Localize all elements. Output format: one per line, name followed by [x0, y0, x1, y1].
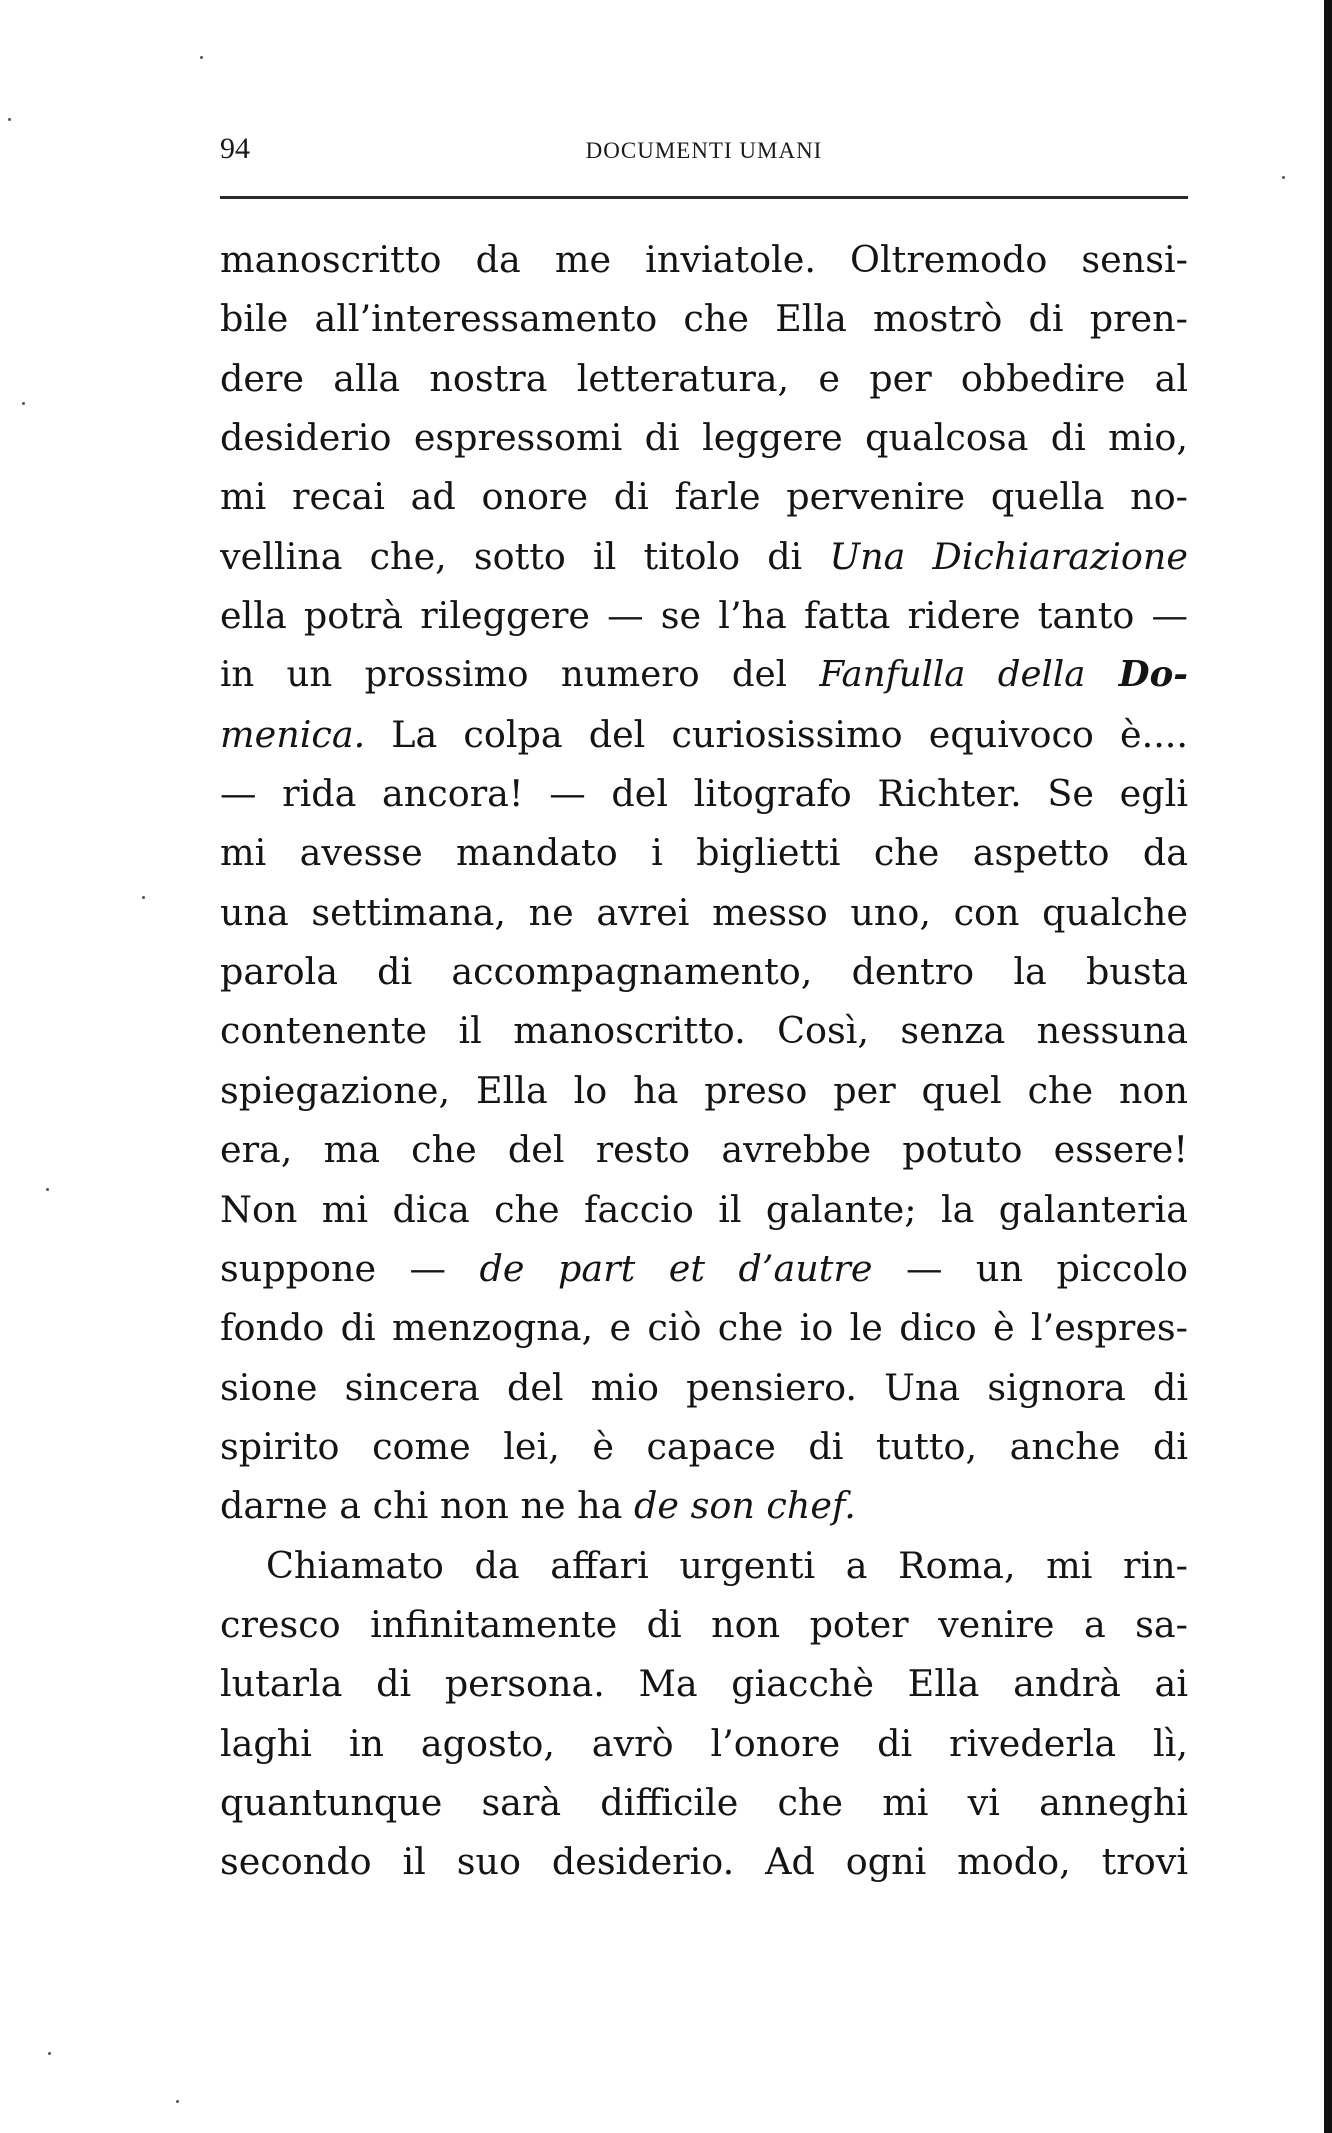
text-line: suppone — de part et d’autre — un piccolo	[220, 1246, 1188, 1290]
scan-speck	[22, 402, 25, 405]
text-line: in un prossimo numero del Fanfulla della Do-	[220, 654, 1188, 696]
text-line: sione sincera del mio pensiero. Una signora di	[220, 1365, 1188, 1409]
text-line: spiegazione, Ella lo ha preso per quel che non	[220, 1068, 1188, 1112]
text-line: spirito come lei, è capace di tutto, anche di	[220, 1424, 1188, 1468]
italic-title: Fanfulla della	[819, 654, 1086, 696]
text-line: Non mi dica che faccio il galante; la galanteria	[220, 1187, 1188, 1231]
scan-speck	[46, 1188, 49, 1191]
header-rule	[220, 196, 1188, 199]
text-line: ella potrà rileggere — se l’ha fatta ridere tanto —	[220, 594, 1188, 638]
italic-title: Una Dichiarazione	[829, 534, 1188, 578]
scan-speck	[1282, 176, 1285, 179]
scan-speck	[176, 2100, 179, 2103]
text-line: cresco infinitamente di non poter venire a sa-	[220, 1602, 1188, 1646]
text-line: Chiamato da affari urgenti a Roma, mi rin-	[266, 1543, 1188, 1587]
text-line: quantunque sarà difficile che mi vi anneghi	[220, 1780, 1188, 1824]
text-line: vellina che, sotto il titolo di Una Dichiarazione	[220, 534, 1188, 578]
scan-edge-bar	[1324, 0, 1332, 2133]
body-text	[220, 230, 1188, 1892]
text-line: bile all’interessamento che Ella mostrò di pren-	[220, 297, 1188, 341]
text-line: lutarla di persona. Ma giacchè Ella andrà ai	[220, 1662, 1188, 1706]
text-line: laghi in agosto, avrò l’onore di rivederla lì,	[220, 1721, 1188, 1765]
scan-speck	[142, 896, 145, 899]
text-line: secondo il suo desiderio. Ad ogni modo, trovi	[220, 1840, 1188, 1884]
text-line: una settimana, ne avrei messo uno, con qualche	[220, 890, 1188, 934]
text-line: parola di accompagnamento, dentro la busta	[220, 950, 1188, 994]
text-line: mi recai ad onore di farle pervenire quella no-	[220, 475, 1188, 519]
page-number: 94	[220, 132, 250, 165]
running-title: DOCUMENTI UMANI	[585, 138, 823, 163]
text-line: desiderio espressomi di leggere qualcosa di mio,	[220, 416, 1188, 460]
scan-speck	[8, 118, 11, 121]
text-line: era, ma che del resto avrebbe potuto essere!	[220, 1128, 1188, 1172]
italic-phrase: de part et d’autre	[479, 1246, 873, 1290]
italic-phrase: de son chef.	[634, 1484, 856, 1528]
text-line: fondo di menzogna, e ciò che io le dico è l’espres-	[220, 1306, 1188, 1350]
text-line: darne a chi non ne ha de son chef.	[220, 1484, 856, 1528]
text-line: dere alla nostra letteratura, e per obbedire al	[220, 356, 1188, 400]
text-line: manoscritto da me inviatole. Oltremodo sensi-	[220, 238, 1188, 281]
text-line: mi avesse mandato i biglietti che aspetto da	[220, 831, 1188, 875]
text-line: contenente il manoscritto. Così, senza nessuna	[220, 1009, 1188, 1053]
scan-speck	[48, 2052, 51, 2055]
page-header	[220, 128, 1188, 176]
italic-title: Do-	[1085, 654, 1188, 696]
text-line: — rida ancora! — del litografo Richter. Se egli	[220, 772, 1188, 816]
italic-title: menica.	[220, 712, 366, 756]
text-line: menica. La colpa del curiosissimo equivoco è....	[220, 712, 1188, 756]
scan-speck	[200, 56, 203, 59]
